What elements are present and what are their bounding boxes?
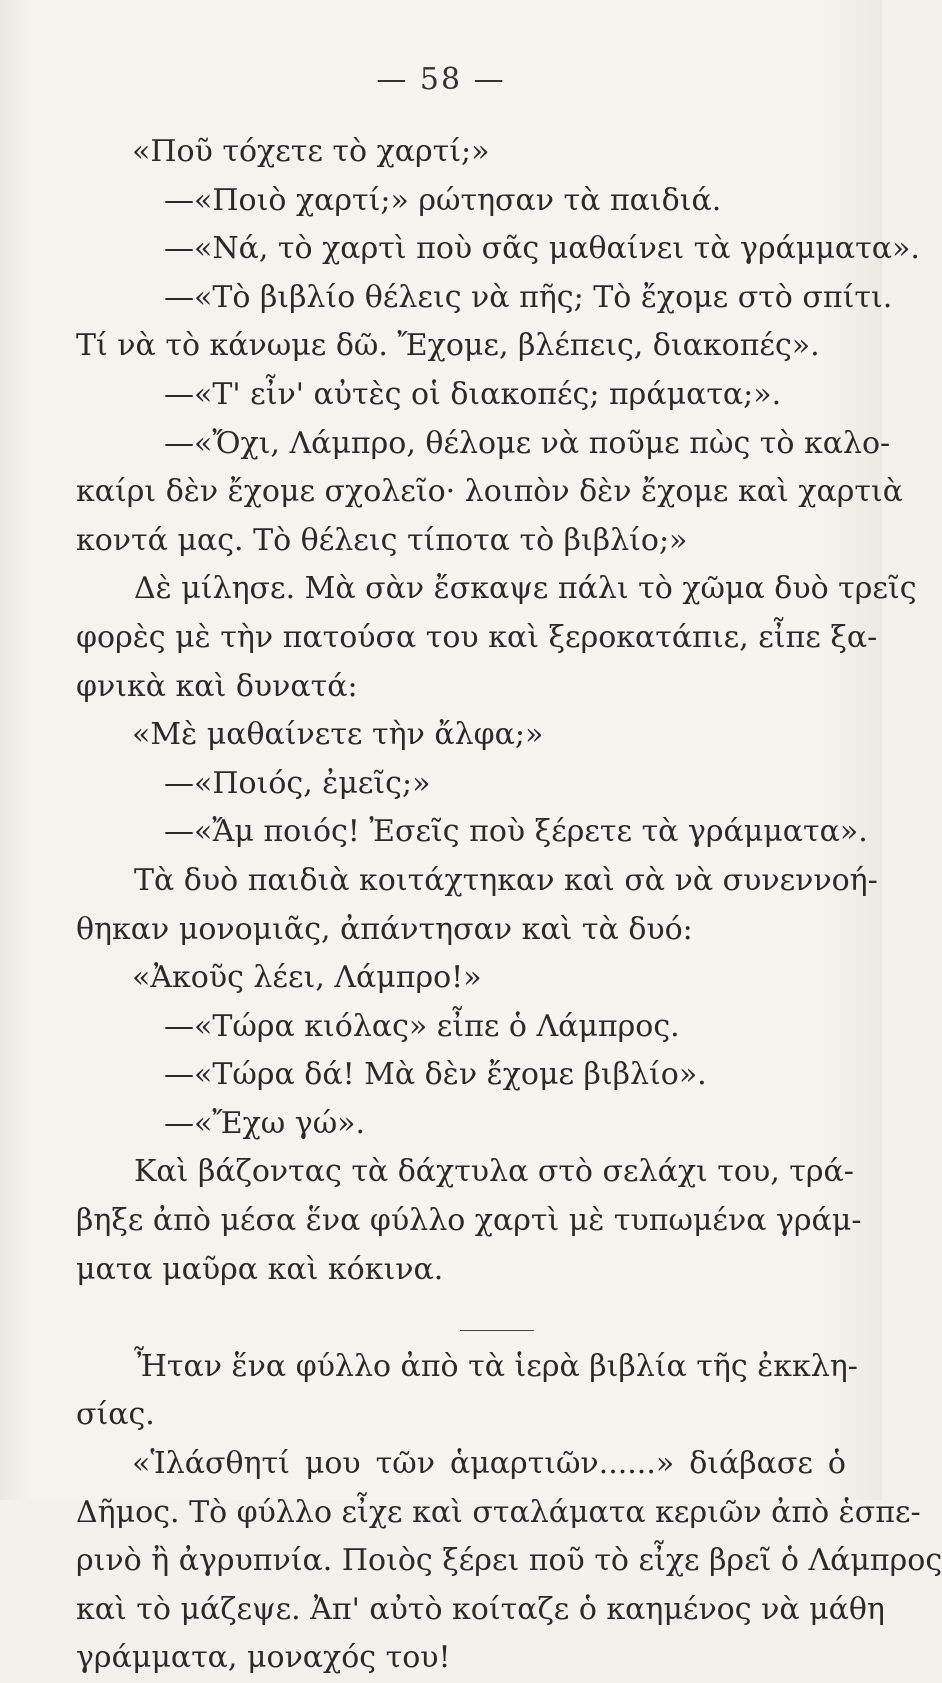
- text-line: —«Τ' εἶν' αὐτὲς οἱ διακοπές; πράματα;».: [164, 376, 782, 412]
- text-line: Ἦταν ἕνα φύλλο ἀπὸ τὰ ἱερὰ βιβλία τῆς ἐκκλη-: [134, 1348, 858, 1384]
- body-text: [76, 128, 942, 1683]
- text-line: —«Τὸ βιβλίο θέλεις νὰ πῆς; Τὸ ἔχομε στὸ σπίτι.: [164, 279, 893, 315]
- text-line: —«Τώρα δά! Μὰ δὲν ἔχομε βιβλίο».: [164, 1057, 707, 1093]
- text-line: καὶ τὸ μάζεψε. Ἀπ' αὐτὸ κοίταζε ὁ καημένος νὰ μάθη: [76, 1591, 885, 1627]
- text-line: φνικὰ καὶ δυνατά:: [76, 668, 358, 704]
- separator-rule: [460, 1330, 534, 1331]
- text-line: Τὰ δυὸ παιδιὰ κοιτάχτηκαν καὶ σὰ νὰ συνεννοή-: [134, 862, 878, 898]
- text-line: «Ποῦ τόχετε τὸ χαρτί;»: [132, 134, 490, 169]
- text-line: Δῆμος. Τὸ φύλλο εἶχε καὶ σταλάματα κεριῶν ἀπὸ ἑσπε-: [76, 1494, 921, 1530]
- text-line: ματα μαῦρα καὶ κόκινα.: [76, 1251, 444, 1287]
- text-line: φορὲς μὲ τὴν πατούσα του καὶ ξεροκατάπιε, εἶπε ξα-: [76, 619, 878, 655]
- text-line: Δὲ μίλησε. Μὰ σὰν ἔσκαψε πάλι τὸ χῶμα δυὸ τρεῖς: [134, 571, 917, 607]
- section-separator: [76, 1294, 846, 1343]
- text-line: «Μὲ μαθαίνετε τὴν ἄλφα;»: [132, 717, 544, 753]
- text-line: —«Νά, τὸ χαρτὶ ποὺ σᾶς μαθαίνει τὰ γράμματα».: [164, 231, 920, 267]
- text-line: —«Τώρα κιόλας» εἶπε ὁ Λάμπρος.: [164, 1008, 680, 1044]
- text-line: θηκαν μονομιᾶς, ἀπάντησαν καὶ τὰ δυό:: [76, 911, 693, 947]
- text-line: βηξε ἀπὸ μέσα ἕνα φύλλο χαρτὶ μὲ τυπωμένα γράμ-: [76, 1203, 862, 1239]
- page-number: — 58 —: [376, 62, 506, 97]
- text-line: καίρι δὲν ἔχομε σχολεῖο· λοιπὸν δὲν ἔχομε καὶ χαρτιὰ: [76, 474, 903, 510]
- text-line: —«Ποιὸ χαρτί;» ρώτησαν τὰ παιδιά.: [164, 182, 722, 218]
- text-line: ρινὸ ἢ ἀγρυπνία. Ποιὸς ξέρει ποῦ τὸ εἶχε βρεῖ ὁ Λάμπρος: [76, 1543, 942, 1579]
- text-line: «Ἱλάσθητί μου τῶν ἁμαρτιῶν......» διάβασε ὁ: [132, 1446, 846, 1482]
- text-line: —«Ποιός, ἐμεῖς;»: [164, 765, 431, 801]
- text-line: «Ἀκοῦς λέει, Λάμπρο!»: [132, 960, 482, 996]
- text-line: Καὶ βάζοντας τὰ δάχτυλα στὸ σελάχι του, τρά-: [134, 1154, 854, 1190]
- text-line: σίας.: [76, 1397, 155, 1433]
- text-line: —«Ἄμ ποιός! Ἐσεῖς ποὺ ξέρετε τὰ γράμματα».: [164, 814, 868, 850]
- text-line: —«Ὄχι, Λάμπρο, θέλομε νὰ ποῦμε πὼς τὸ καλο-: [164, 425, 891, 461]
- text-line: —«Ἔχω γώ».: [164, 1105, 366, 1141]
- text-line: κοντά μας. Τὸ θέλεις τίποτα τὸ βιβλίο;»: [76, 522, 688, 558]
- text-line: Τί νὰ τὸ κάνωμε δῶ. Ἔχομε, βλέπεις, διακοπές».: [76, 328, 820, 364]
- text-line: γράμματα, μοναχός του!: [76, 1640, 451, 1676]
